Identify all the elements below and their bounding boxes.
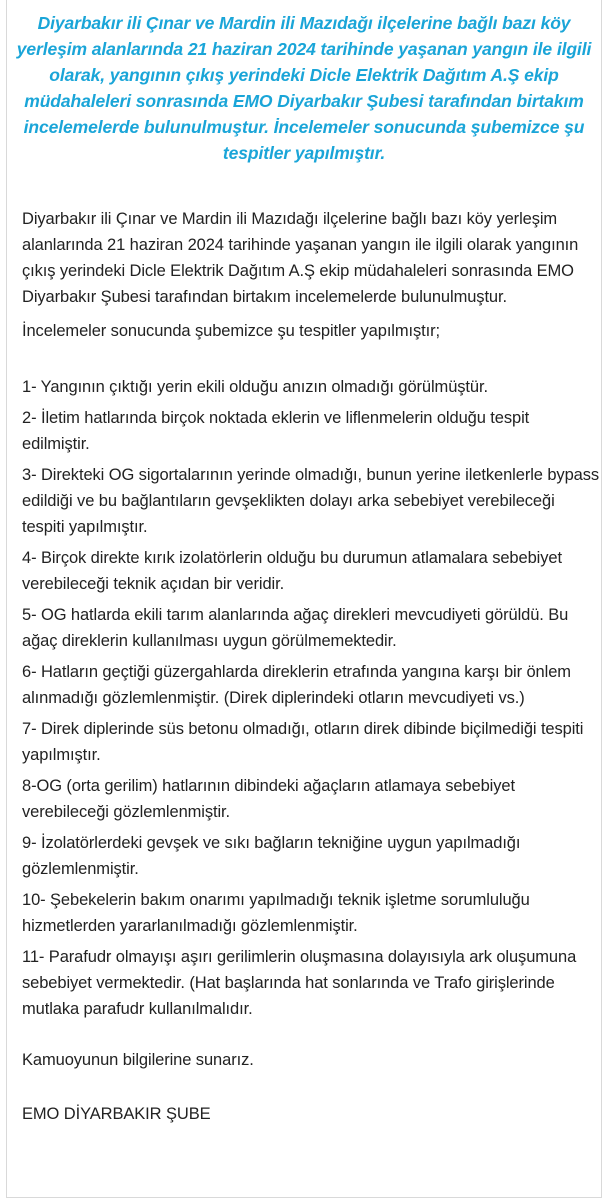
finding-item: 1- Yangının çıktığı yerin ekili olduğu anızın olmadığı görülmüştür. — [22, 378, 488, 396]
closing-line: Kamuoyunun bilgilerine sunarız. — [22, 1051, 254, 1069]
finding-item: 2- İletim hatlarında birçok noktada eklerin ve liflenmelerin olduğu tespit edilmiştir. — [22, 409, 530, 453]
findings-list — [22, 374, 600, 1022]
finding-item: 9- İzolatörlerdeki gevşek ve sıkı bağların tekniğine uygun yapılmadığı gözlemlenmiştir. — [22, 834, 521, 878]
finding-item: 5- OG hatlarda ekili tarım alanlarında ağaç direkleri mevcudiyeti görüldü. Bu ağaç direklerin kullanılması uygun görülmemektedir. — [22, 606, 569, 650]
signature: EMO DİYARBAKIR ŞUBE — [22, 1105, 211, 1123]
finding-item: 11- Parafudr olmayışı aşırı gerilimlerin oluşmasına dolayısıyla ark oluşumuna sebebiyet vermektedir. (Hat başlarında hat sonlarında ve Trafo girişlerinde mutlaka parafudr kullanılmalıdır. — [22, 948, 577, 1018]
finding-item: 7- Direk diplerinde süs betonu olmadığı, otların direk dibinde biçilmediği tespiti yapılmıştır. — [22, 720, 584, 764]
finding-item: 3- Direkteki OG sigortalarının yerinde olmadığı, bunun yerine iletkenlerle bypass edildiği ve bu bağlantıların gevşeklikten dolayı arka sebebiyet verebileceği tespiti yapılmıştır. — [22, 466, 600, 536]
finding-item: 6- Hatların geçtiği güzergahlarda direklerin etrafında yangına karşı bir önlem alınmadığı gözlemlenmiştir. (Direk diplerindeki otların mevcudiyeti vs.) — [22, 663, 571, 707]
finding-item: 10- Şebekelerin bakım onarımı yapılmadığı teknik işletme sorumluluğu hizmetlerden yararlanılmadığı gözlemlenmiştir. — [22, 891, 530, 935]
headline: Diyarbakır ili Çınar ve Mardin ili Mazıdağı ilçelerine bağlı bazı köy yerleşim alanlarında 21 haziran 2024 tarihinde yaşanan yangın ile ilgili olarak, yangının çıkış yerindeki Dicle Elektrik Dağıtım A.Ş ekip müdahaleleri sonrasında EMO Diyarbakır Şubesi tarafından birtakım incelemelerde bulunulmuştur. İncelemeler sonucunda şubemizce şu tespitler yapılmıştır. — [16, 13, 592, 163]
intro-paragraph: Diyarbakır ili Çınar ve Mardin ili Mazıdağı ilçelerine bağlı bazı köy yerleşim alanlarında 21 haziran 2024 tarihinde yaşanan yangın ile ilgili olarak yangının çıkış yerindeki Dicle Elektrik Dağıtım A.Ş ekip müdahaleleri sonrasında EMO Diyarbakır Şubesi tarafından birtakım incelemelerde bulunulmuştur. — [22, 210, 579, 306]
statement-body — [22, 206, 600, 1127]
finding-item: 4- Birçok direkte kırık izolatörlerin olduğu bu durumun atlamalara sebebiyet verebileceği teknik açıdan bir veridir. — [22, 549, 562, 593]
findings-lead: İncelemeler sonucunda şubemizce şu tespitler yapılmıştır; — [22, 322, 440, 340]
finding-item: 8-OG (orta gerilim) hatlarının dibindeki ağaçların atlamaya sebebiyet verebileceği gözlemlenmiştir. — [22, 777, 515, 821]
